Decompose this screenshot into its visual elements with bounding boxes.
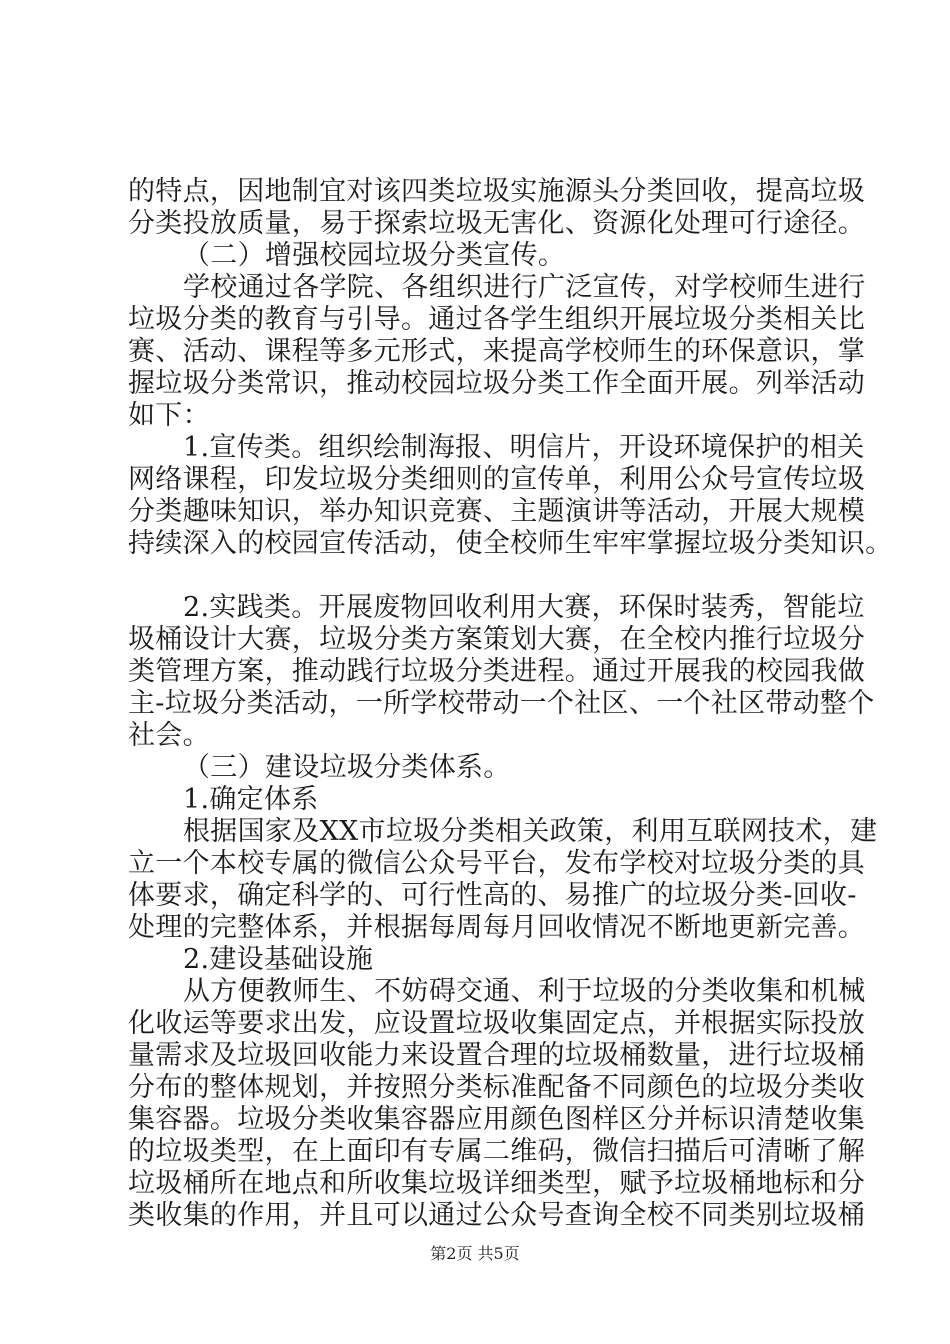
body-text-line: 社会。 <box>128 720 210 751</box>
body-text-line: 网络课程，印发垃圾分类细则的宣传单，利用公众号宣传垃圾 <box>128 464 866 495</box>
body-text-line: 圾桶设计大赛，垃圾分类方案策划大赛，在全校内推行垃圾分 <box>128 624 866 655</box>
body-text-line: 分布的整体规划，并按照分类标准配备不同颜色的垃圾分类收 <box>128 1072 866 1103</box>
body-text-line: 类收集的作用，并且可以通过公众号查询全校不同类别垃圾桶 <box>128 1200 866 1231</box>
body-text-line: 持续深入的校园宣传活动，使全校师生牢牢掌握垃圾分类知识。 <box>128 528 893 559</box>
body-text-line: 分类趣味知识，举办知识竞赛、主题演讲等活动，开展大规模 <box>128 496 866 527</box>
body-text-line: 集容器。垃圾分类收集容器应用颜色图样区分并标识清楚收集 <box>128 1104 866 1135</box>
body-text-line: 处理的完整体系，并根据每周每月回收情况不断地更新完善。 <box>128 912 866 943</box>
body-text-line: 量需求及垃圾回收能力来设置合理的垃圾桶数量，进行垃圾桶 <box>128 1040 866 1071</box>
body-text-line: 学校通过各学院、各组织进行广泛宣传，对学校师生进行 <box>183 272 866 303</box>
list-item-heading: 1.宣传类。组织绘制海报、明信片，开设环境保护的相关 <box>183 432 865 463</box>
body-text-line: 的特点，因地制宜对该四类垃圾实施源头分类回收，提高垃圾 <box>128 176 866 207</box>
body-text-line: 类管理方案，推动践行垃圾分类进程。通过开展我的校园我做 <box>128 656 866 687</box>
body-text-line: 握垃圾分类常识，推动校园垃圾分类工作全面开展。列举活动 <box>128 368 866 399</box>
list-item-heading: 2.实践类。开展废物回收利用大赛，环保时装秀，智能垃 <box>183 592 865 623</box>
subsection-heading: 2.建设基础设施 <box>183 944 374 975</box>
body-text-line: 垃圾分类的教育与引导。通过各学生组织开展垃圾分类相关比 <box>128 304 866 335</box>
page-number-footer: 第2页 共5页 <box>430 1244 520 1263</box>
body-text-line: 的垃圾类型，在上面印有专属二维码，微信扫描后可清晰了解 <box>128 1136 866 1167</box>
body-text-line: 从方便教师生、不妨碍交通、利于垃圾的分类收集和机械 <box>183 976 866 1007</box>
body-text-line: 赛、活动、课程等多元形式，来提高学校师生的环保意识，掌 <box>128 336 866 367</box>
body-text-line: 体要求，确定科学的、可行性高的、易推广的垃圾分类-回收- <box>128 880 857 911</box>
body-text-line: 如下： <box>128 400 210 431</box>
subsection-heading: 1.确定体系 <box>183 784 319 815</box>
body-text-line: 垃圾桶所在地点和所收集垃圾详细类型，赋予垃圾桶地标和分 <box>128 1168 866 1199</box>
body-text-line: 立一个本校专属的微信公众号平台，发布学校对垃圾分类的具 <box>128 848 866 879</box>
section-heading: （二）增强校园垃圾分类宣传。 <box>183 240 566 271</box>
body-text-line: 化收运等要求出发，应设置垃圾收集固定点，并根据实际投放 <box>128 1008 866 1039</box>
body-text-line: 主-垃圾分类活动，一所学校带动一个社区、一个社区带动整个 <box>128 688 875 719</box>
section-heading: （三）建设垃圾分类体系。 <box>183 752 511 783</box>
body-text-line: 根据国家及XX市垃圾分类相关政策，利用互联网技术，建 <box>183 816 878 847</box>
body-text-line: 分类投放质量，易于探索垃圾无害化、资源化处理可行途径。 <box>128 208 866 239</box>
